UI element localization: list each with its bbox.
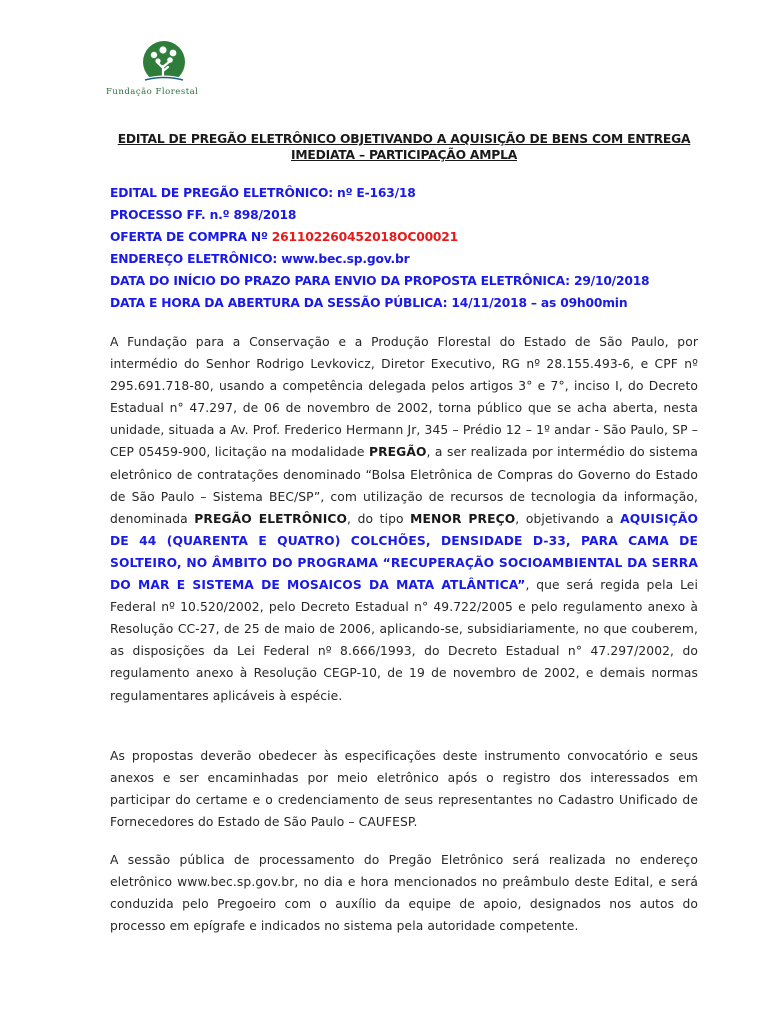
p1-text-3: , do tipo: [347, 511, 411, 526]
logo-text: Fundação Florestal: [106, 87, 199, 97]
oferta-compra: [110, 229, 700, 251]
paragraph-preambulo: [110, 331, 698, 707]
p1-text-4: , objetivando a: [515, 511, 621, 526]
edital-header: [110, 185, 700, 317]
paragraph-propostas: As propostas deverão obedecer às especificações deste instrumento convocatório e seus anexos e ser encaminhadas por meio eletrônico após o registro dos interessados em participar do certame e o credenciamento de seus representantes no Cadastro Unificado de Fornecedores do Estado de São Paulo – CAUFESP.: [110, 749, 698, 830]
edital-number: EDITAL DE PREGÃO ELETRÔNICO: nº E-163/18: [110, 186, 416, 200]
processo-number: PROCESSO FF. n.º 898/2018: [110, 208, 297, 222]
p1-text-2: , a ser realizada por intermédio do sistema eletrônico de contratações denominado “Bolsa Eletrônica de Compras do Governo do Estado de São Paulo – Sistema BEC/SP”, com utilização de recursos de tecnologia da informação, denominada: [110, 445, 698, 526]
p1-bold-pregao: PREGÃO: [368, 445, 427, 460]
p1-text-1: A Fundação para a Conservação e a Produção Florestal do Estado de São Paulo, por intermédio do Senhor Rodrigo Levkovicz, Diretor Executivo, RG nº 28.155.493-6, e CPF nº 295.691.718-80, usando a competência delegada pelos artigos 3° e 7°, inciso I, do Decreto Estadual n° 47.297, de 06 de novembro de 2002, torna público que se acha aberta, nesta unidade, situada a Av. Prof. Frederico Hermann Jr, 345 – Prédio 12 – 1º andar - São Paulo, SP – CEP 05459-900, licitação na modalidade: [110, 335, 698, 460]
endereco-eletronico: ENDEREÇO ELETRÔNICO: www.bec.sp.gov.br: [110, 252, 410, 266]
paragraph-sessao-publica: A sessão pública de processamento do Pregão Eletrônico será realizada no endereço eletrônico www.bec.sp.gov.br, no dia e hora mencionados no preâmbulo deste Edital, e será conduzida pelo Pregoeiro com o auxílio da equipe de apoio, designados nos autos do processo em epígrafe e indicados no sistema pela autoridade competente.: [110, 853, 698, 934]
logo: [106, 40, 224, 97]
oferta-label: OFERTA DE COMPRA Nº: [110, 230, 272, 244]
document-title: EDITAL DE PREGÃO ELETRÔNICO OBJETIVANDO A AQUISIÇÃO DE BENS COM ENTREGA IMEDIATA – PARTICIPAÇÃO AMPLA: [117, 132, 691, 162]
oferta-value: 261102260452018OC00021: [271, 230, 458, 244]
data-abertura-sessao: DATA E HORA DA ABERTURA DA SESSÃO PÚBLICA: 14/11/2018 – as 09h00min: [110, 296, 628, 310]
p1-bold-pregao-eletronico: PREGÃO ELETRÔNICO: [194, 511, 348, 526]
data-inicio-prazo: DATA DO INÍCIO DO PRAZO PARA ENVIO DA PROPOSTA ELETRÔNICA: 29/10/2018: [110, 274, 650, 288]
p1-text-5: , que será regida pela Lei Federal nº 10.520/2002, pelo Decreto Estadual n° 49.722/2005 e pelo regulamento anexo à Resolução CC-27, de 25 de maio de 2006, aplicando-se, subsidiariamente, no que couberem, as disposições da Lei Federal nº 8.666/1993, do Decreto Estadual n° 47.297/2002, do regulamento anexo à Resolução CEGP-10, de 19 de novembro de 2002, e demais normas regulamentares aplicáveis à espécie.: [110, 578, 698, 703]
p1-bold-menor-preco: MENOR PREÇO: [410, 511, 516, 526]
tree-logo-icon: [140, 40, 188, 86]
p1-bold-objeto: AQUISIÇÃO DE 44 (QUARENTA E QUATRO) COLCHÕES, DENSIDADE D-33, PARA CAMA DE SOLTEIRO, NO ÂMBITO DO PROGRAMA “RECUPERAÇÃO SOCIOAMBIENTAL DA SERRA DO MAR E SISTEMA DE MOSAICOS DA MATA ATLÂNTICA”: [110, 511, 698, 593]
